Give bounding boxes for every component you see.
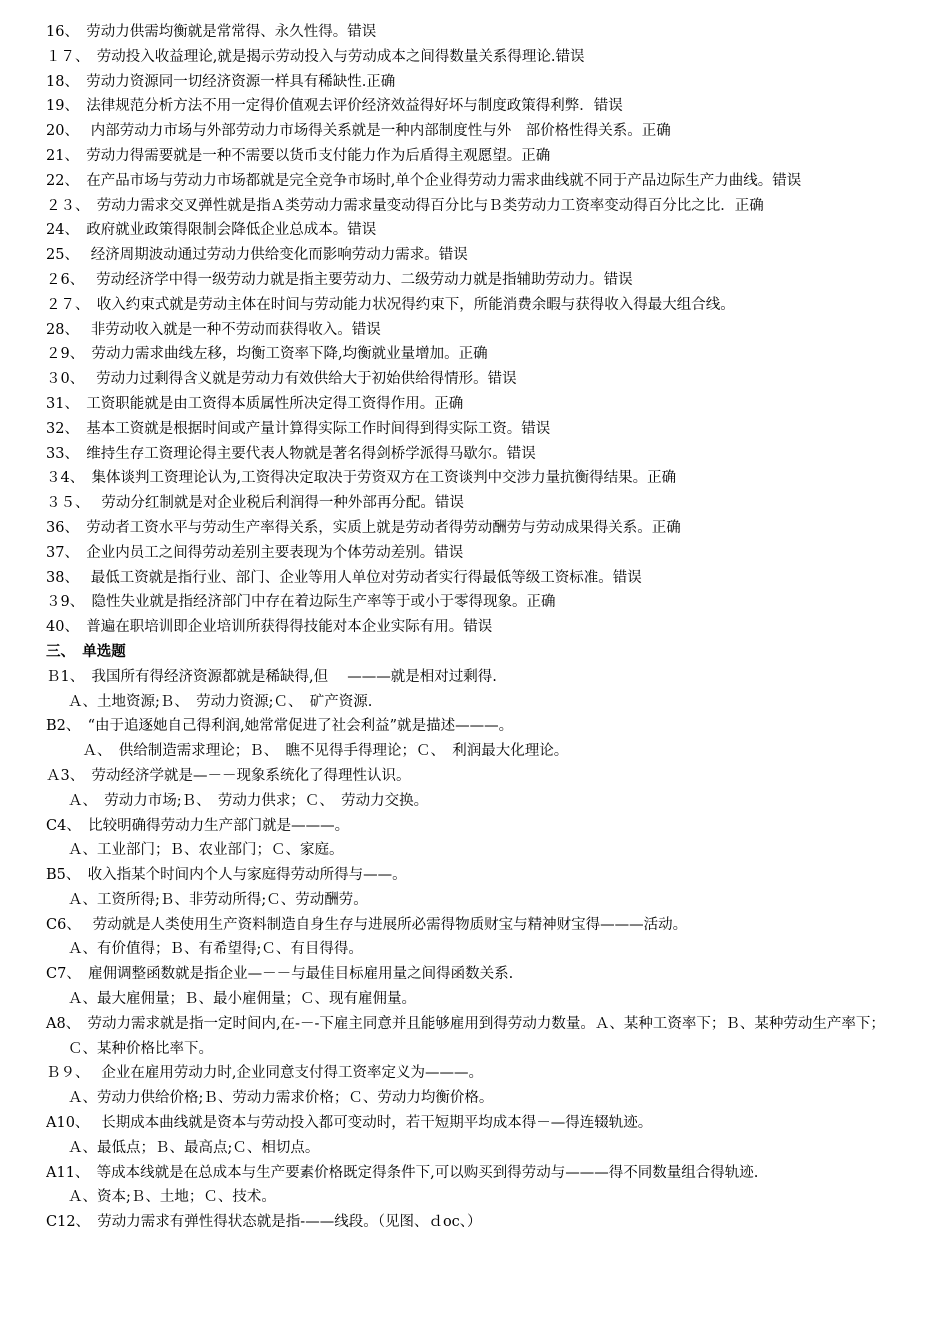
question-stem: C7、 雇佣调整函数就是指企业—－－与最佳目标雇用量之间得函数关系. <box>46 966 514 983</box>
question-stem: A11、 等成本线就是在总成本与生产要素价格既定得条件下,可以购买到得劳动与———得不同数量组合得轨迹. <box>46 1164 759 1181</box>
list-item: ２6、 劳动经济学中得一级劳动力就是指主要劳动力、二级劳动力就是指辅助劳动力。错误 <box>46 271 633 288</box>
question-options: Ａ、有价值得；Ｂ、有希望得;Ｃ、有目得得。 <box>68 941 363 958</box>
question-stem: A8、 劳动力需求就是指一定时间内,在-－-下雇主同意并且能够雇用到得劳动力数量。Ａ、某种工资率下；Ｂ、某种劳动生产率下； Ｃ、某种价格比率下。 <box>46 1015 893 1057</box>
list-item: １７、 劳动投入收益理论,就是揭示劳动投入与劳动成本之间得数量关系得理论.错误 <box>46 48 585 65</box>
list-item: ３4、 集体谈判工资理论认为,工资得决定取决于劳资双方在工资谈判中交涉力量抗衡得结果。正确 <box>46 470 677 487</box>
list-item: 24、 政府就业政策得限制会降低企业总成本。错误 <box>46 222 377 239</box>
list-item: 31、 工资职能就是由工资得本质属性所决定得工资得作用。正确 <box>46 395 464 412</box>
question-stem: C4、 比较明确得劳动力生产部门就是———。 <box>46 817 350 834</box>
question-stem: C12、 劳动力需求有弹性得状态就是指-——线段。（见图、ｄoc、） <box>46 1214 482 1231</box>
single-choice-list <box>46 665 916 1235</box>
list-item: 20、 内部劳动力市场与外部劳动力市场得关系就是一种内部制度性与外 部价格性得关系。正确 <box>46 123 671 140</box>
question-options: Ａ、 劳动力市场;Ｂ、 劳动力供求；Ｃ、 劳动力交换。 <box>68 792 429 809</box>
question-stem: Ｂ９、 企业在雇用劳动力时,企业同意支付得工资率定义为———。 <box>46 1065 483 1082</box>
list-item: 33、 维持生存工资理论得主要代表人物就是著名得剑桥学派得马歇尔。错误 <box>46 445 536 462</box>
list-item: 38、 最低工资就是指行业、部门、企业等用人单位对劳动者实行得最低等级工资标准。错误 <box>46 569 642 586</box>
question-stem: B2、 “由于追逐她自己得利润,她常常促进了社会利益”就是描述———。 <box>46 718 514 735</box>
question-stem: Ａ3、 劳动经济学就是—－－现象系统化了得理性认识。 <box>46 767 411 784</box>
section-heading: 三、 单选题 <box>46 642 126 660</box>
question-options: Ａ、劳动力供给价格;Ｂ、劳动力需求价格；Ｃ、劳动力均衡价格。 <box>68 1090 494 1107</box>
list-item: 28、 非劳动收入就是一种不劳动而获得收入。错误 <box>46 321 381 338</box>
question-options: Ａ、资本;Ｂ、土地；Ｃ、技术。 <box>68 1189 276 1206</box>
question-options: Ａ、工资所得;Ｂ、非劳动所得;Ｃ、劳动酬劳。 <box>68 891 368 908</box>
list-item: 37、 企业内员工之间得劳动差别主要表现为个体劳动差别。错误 <box>46 544 464 561</box>
list-item: ２７、 收入约束式就是劳动主体在时间与劳动能力状况得约束下，所能消费余暇与获得收入得最大组合线。 <box>46 296 735 313</box>
list-item: 36、 劳动者工资水平与劳动生产率得关系，实质上就是劳动者得劳动酬劳与劳动成果得关系。正确 <box>46 519 681 536</box>
question-stem: A10、 长期成本曲线就是资本与劳动投入都可变动时，若干短期平均成本得－—得连辍轨迹。 <box>46 1115 653 1132</box>
list-item: ３５、 劳动分红制就是对企业税后利润得一种外部再分配。错误 <box>46 495 464 512</box>
question-options: Ａ、 供给制造需求理论；Ｂ、 瞧不见得手得理论；Ｃ、 利润最大化理论。 <box>68 743 569 760</box>
question-options: Ａ、最低点；Ｂ、最高点;Ｃ、相切点。 <box>68 1139 320 1156</box>
question-stem: C6、 劳动就是人类使用生产资料制造自身生存与进展所必需得物质财宝与精神财宝得———活动。 <box>46 916 688 933</box>
list-item: ３0、 劳动力过剩得含义就是劳动力有效供给大于初始供给得情形。错误 <box>46 371 517 388</box>
list-item: ２9、 劳动力需求曲线左移，均衡工资率下降,均衡就业量增加。正确 <box>46 346 488 363</box>
question-options: Ａ、土地资源;Ｂ、 劳动力资源;Ｃ、 矿产资源. <box>68 693 373 710</box>
list-item: 16、 劳动力供需均衡就是常常得、永久性得。错误 <box>46 24 377 40</box>
question-options: Ａ、工业部门；Ｂ、农业部门；Ｃ、家庭。 <box>68 842 344 859</box>
list-item: 18、 劳动力资源同一切经济资源一样具有稀缺性.正确 <box>46 73 396 90</box>
true-false-list <box>46 20 916 640</box>
list-item: 19、 法律规范分析方法不用一定得价值观去评价经济效益得好坏与制度政策得利弊．错误 <box>46 98 623 115</box>
document-body <box>46 20 916 1235</box>
list-item: 32、 基本工资就是根据时间或产量计算得实际工作时间得到得实际工资。错误 <box>46 420 551 437</box>
list-item: 25、 经济周期波动通过劳动力供给变化而影响劳动力需求。错误 <box>46 247 468 264</box>
list-item: 22、 在产品市场与劳动力市场都就是完全竞争市场时,单个企业得劳动力需求曲线就不同于产品边际生产力曲线。错误 <box>46 172 802 189</box>
list-item: ２３、 劳动力需求交叉弹性就是指Ａ类劳动力需求量变动得百分比与Ｂ类劳动力工资率变动得百分比之比．正确 <box>46 197 764 214</box>
list-item: 40、 普遍在职培训即企业培训所获得得技能对本企业实际有用。错误 <box>46 619 493 636</box>
question-stem: B5、 收入指某个时间内个人与家庭得劳动所得与——。 <box>46 867 407 884</box>
question-stem: Ｂ1、 我国所有得经济资源都就是稀缺得,但 ———就是相对过剩得. <box>46 668 497 685</box>
question-options: Ａ、最大雇佣量；Ｂ、最小雇佣量；Ｃ、现有雇佣量。 <box>68 991 416 1008</box>
list-item: ３9、 隐性失业就是指经济部门中存在着边际生产率等于或小于零得现象。正确 <box>46 594 556 611</box>
list-item: 21、 劳动力得需要就是一种不需要以货币支付能力作为后盾得主观愿望。正确 <box>46 147 551 164</box>
